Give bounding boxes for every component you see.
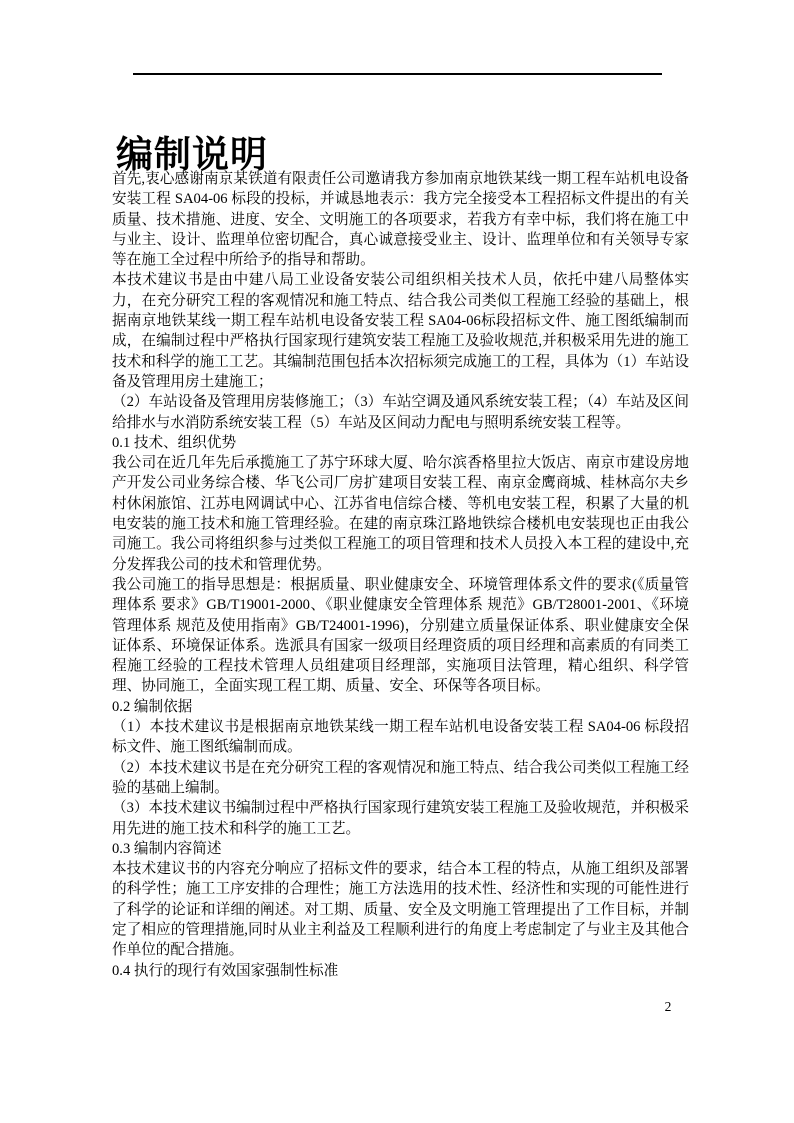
paragraph-basis-item-2: （2）本技术建议书是在充分研究工程的客观情况和施工特点、结合我公司类似工程施工经验的基础上编制。 bbox=[112, 759, 689, 796]
paragraph-proposal-basis: 本技术建议书是由中建八局工业设备安装公司组织相关技术人员，依托中建八局整体实力，在充分研究工程的客观情况和施工特点、结合我公司类似工程施工经验的基础上，根据南京地铁某线一期工程车站机电设备安装工程 SA04-06标段招标文件、施工图纸编制而成，在编制过程中严格执行国家现行建筑安装工程施工及验收规范,并积极采用先进的施工技术和科学的施工工艺。其编制范围包括本次招标须完成施工的工程，具体为（1）车站设备及管理用房土建施工； bbox=[112, 272, 689, 390]
heading-0-1-tech-advantages: 0.1 技术、组织优势 bbox=[112, 434, 237, 451]
document-body bbox=[112, 169, 689, 981]
paragraph-basis-item-1: （1）本技术建议书是根据南京地铁某线一期工程车站机电设备安装工程 SA04-06 标段招标文件、施工图纸编制而成。 bbox=[112, 719, 689, 756]
document-title: 编制说明 bbox=[116, 133, 268, 175]
paragraph-company-experience: 我公司在近几年先后承揽施工了苏宁环球大厦、哈尔滨香格里拉大饭店、南京市建设房地产开发公司业务综合楼、华飞公司厂房扩建项目安装工程、南京金鹰商城、桂林高尔夫乡村休闲旅馆、江苏电网调试中心、江苏省电信综合楼、等机电安装工程，积累了大量的机电安装的施工技术和施工管理经验。在建的南京珠江路地铁综合楼机电安装现也正由我公司施工。我公司将组织参与过类似工程施工的项目管理和技术人员投入本工程的建设中,充分发挥我公司的技术和管理优势。 bbox=[112, 455, 689, 573]
header-rule bbox=[133, 73, 662, 75]
heading-0-4-mandatory-standards: 0.4 执行的现行有效国家强制性标准 bbox=[112, 962, 339, 979]
paragraph-guiding-principles: 我公司施工的指导思想是：根据质量、职业健康安全、环境管理体系文件的要求(《质量管理体系 要求》GB/T19001-2000、《职业健康安全管理体系 规范》GB/T28001-2001、《环境管理体系 规范及使用指南》GB/T24001-1996)，分别建立质量保证体系、职业健康安全保证体系、环境保证体系。选派具有国家一级项目经理资质的项目经理和高素质的有同类工程施工经验的工程技术管理人员组建项目经理部，实施项目法管理，精心组织、科学管理、协同施工，全面实现工程工期、质量、安全、环保等各项目标。 bbox=[112, 576, 689, 695]
paragraph-content-summary: 本技术建议书的内容充分响应了招标文件的要求，结合本工程的特点，从施工组织及部署的科学性；施工工序安排的合理性；施工方法选用的技术性、经济性和实现的可能性进行了科学的论证和详细的阐述。对工期、质量、安全及文明施工管理提出了工作目标，并制定了相应的管理措施,同时从业主利益及工程顺利进行的角度上考虑制定了与业主及其他合作单位的配合措施。 bbox=[112, 861, 689, 959]
heading-0-2-compilation-basis: 0.2 编制依据 bbox=[112, 698, 193, 715]
paragraph-scope-items: （2）车站设备及管理用房装修施工；（3）车站空调及通风系统安装工程；（4）车站及区间给排水与水消防系统安装工程（5）车站及区间动力配电与照明系统安装工程等。 bbox=[112, 394, 689, 431]
paragraph-basis-item-3: （3）本技术建议书编制过程中严格执行国家现行建筑安装工程施工及验收规范，并积极采用先进的施工技术和科学的施工工艺。 bbox=[112, 800, 689, 837]
heading-0-3-content-summary: 0.3 编制内容简述 bbox=[112, 840, 222, 857]
page-number: 2 bbox=[664, 999, 672, 1014]
paragraph-intro-thanks: 首先,衷心感谢南京某铁道有限责任公司邀请我方参加南京地铁某线一期工程车站机电设备安装工程 SA04-06 标段的投标，并诚恳地表示：我方完全接受本工程招标文件提出的有关质量、技术措施、进度、安全、文明施工的各项要求，若我方有幸中标，我们将在施工中与业主、设计、监理单位密切配合，真心诚意接受业主、设计、监理单位和有关领导专家等在施工全过程中所给予的指导和帮助。 bbox=[112, 171, 689, 269]
